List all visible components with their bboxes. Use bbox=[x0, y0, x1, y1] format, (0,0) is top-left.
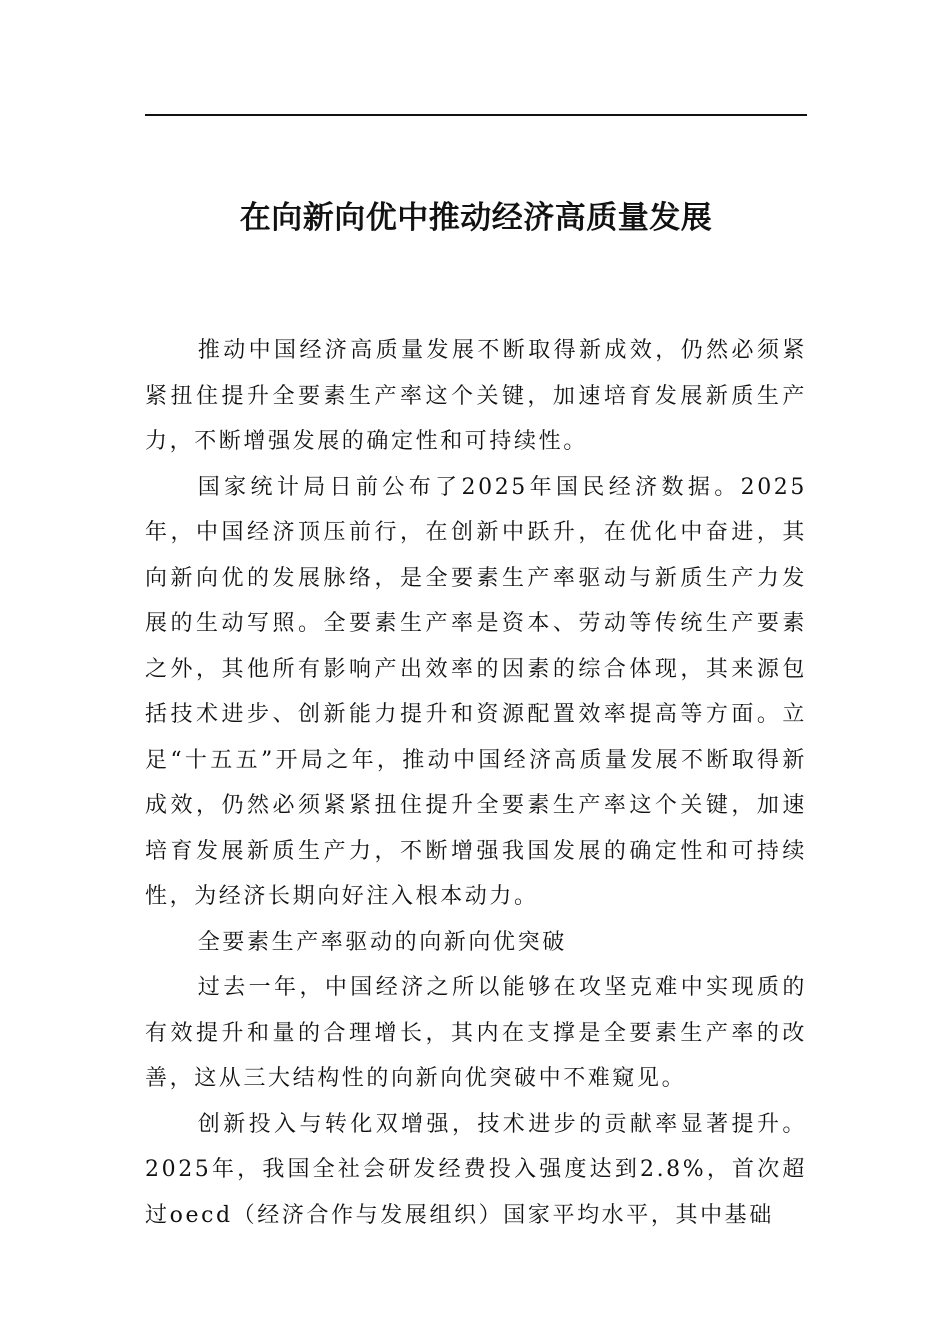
paragraph-innovation: 创新投入与转化双增强，技术进步的贡献率显著提升。2025年，我国全社会研发经费投入强度达到2.8%，首次超过oecd（经济合作与发展组织）国家平均水平，其中基础 bbox=[145, 1111, 807, 1228]
article-body bbox=[145, 328, 807, 1238]
header-rule bbox=[145, 114, 807, 116]
paragraph-statistics: 国家统计局日前公布了2025年国民经济数据。2025年，中国经济顶压前行，在创新中跃升，在优化中奋进，其向新向优的发展脉络，是全要素生产率驱动与新质生产力发展的生动写照。全要素生产率是资本、劳动等传统生产要素之外，其他所有影响产出效率的因素的综合体现，其来源包括技术进步、创新能力提升和资源配置效率提高等方面。立足“十五五”开局之年，推动中国经济高质量发展不断取得新成效，仍然必须紧紧扭住提升全要素生产率这个关键，加速培育发展新质生产力，不断增强我国发展的确定性和可持续性，为经济长期向好注入根本动力。 bbox=[145, 474, 807, 909]
paragraph-past-year: 过去一年，中国经济之所以能够在攻坚克难中实现质的有效提升和量的合理增长，其内在支撑是全要素生产率的改善，这从三大结构性的向新向优突破中不难窥见。 bbox=[145, 975, 807, 1091]
section-heading: 全要素生产率驱动的向新向优突破 bbox=[197, 929, 567, 955]
article-title: 在向新向优中推动经济高质量发展 bbox=[239, 200, 713, 236]
paragraph-intro: 推动中国经济高质量发展不断取得新成效，仍然必须紧紧扭住提升全要素生产率这个关键，加速培育发展新质生产力，不断增强发展的确定性和可持续性。 bbox=[145, 338, 807, 454]
